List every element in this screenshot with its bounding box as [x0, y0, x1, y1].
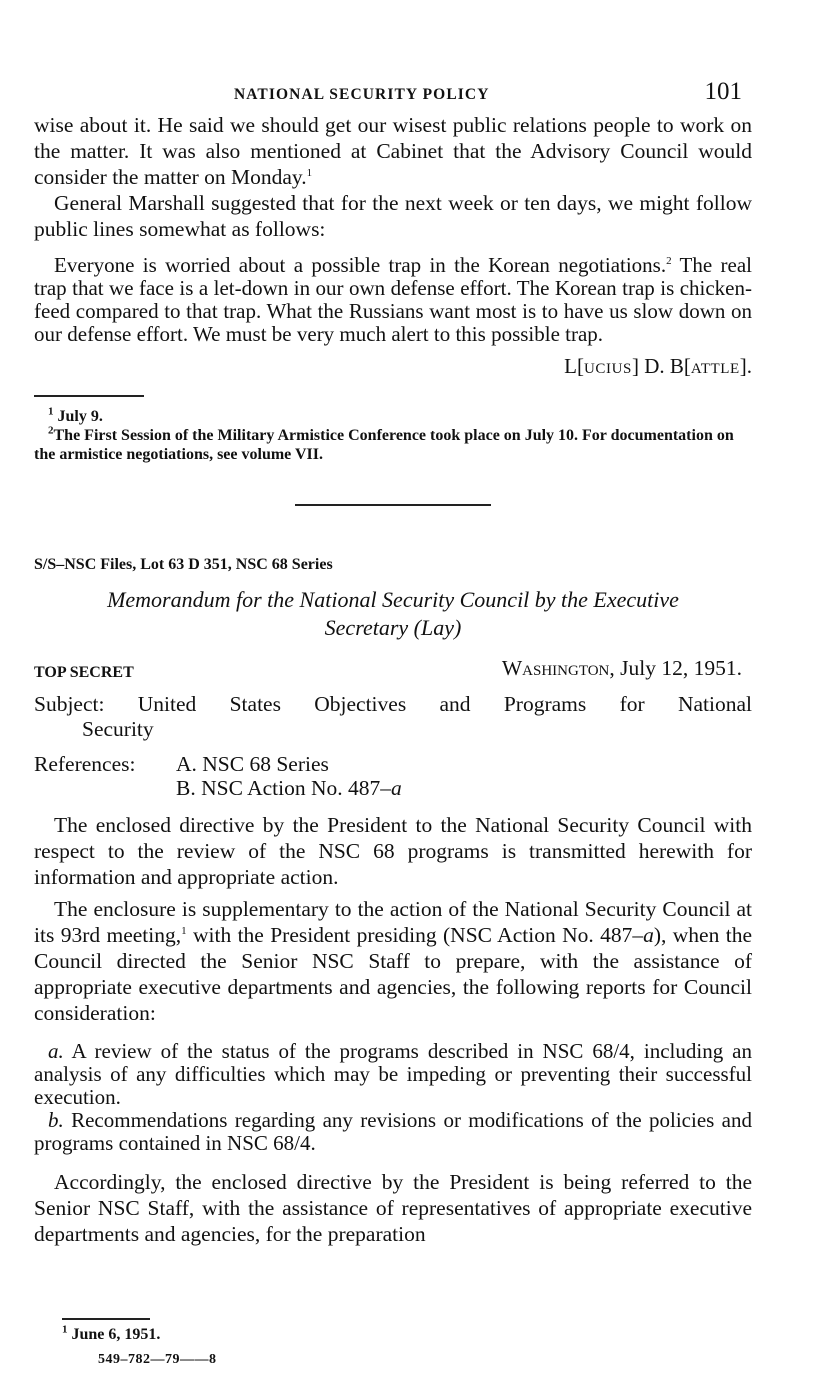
title-line: Memorandum for the National Security Council by the Executive — [107, 587, 679, 612]
footnote-text: July 9. — [57, 408, 103, 425]
footnote-marker: 1 — [48, 405, 54, 418]
reference-a: A. NSC 68 Series — [176, 752, 329, 776]
file-citation: S/S–NSC Files, Lot 63 D 351, NSC 68 Series — [34, 556, 333, 573]
references-label: References: — [34, 752, 136, 776]
paragraph-text: with the President presiding (NSC Action No. 487– — [186, 923, 644, 947]
references-block — [34, 752, 752, 800]
signature-part: L[ — [564, 354, 584, 378]
subject-label: Subject: — [34, 692, 105, 716]
subject-word: for — [619, 692, 645, 716]
classification-label: TOP SECRET — [34, 664, 134, 681]
footnotes-top — [34, 407, 752, 464]
subject-continuation: Security — [82, 717, 154, 741]
subject-word: Programs — [503, 692, 587, 716]
section-divider — [295, 504, 491, 506]
paragraph-text: The enclosure is supplementary to the action of the National Security Council at its 93rd meeting, — [34, 897, 752, 947]
list-item-b — [34, 1109, 752, 1155]
footnote-divider — [34, 395, 144, 397]
subject-word: National — [677, 692, 752, 716]
footnote-ref: 1 — [181, 924, 187, 937]
list-item-label: a. — [48, 1039, 64, 1063]
signature-part: ATTLE — [690, 361, 740, 377]
footnote-bottom — [62, 1323, 161, 1344]
paragraph-text: wise about it. He said we should get our wisest public relations people to work on the matter. It was also mentioned at Cabinet that the Advisory Council would consider the matter on Monday. — [34, 113, 752, 189]
signature-part: ] D. B[ — [632, 354, 691, 378]
list-item-label: b. — [48, 1108, 64, 1132]
document-title — [34, 586, 752, 642]
dateline — [502, 656, 742, 681]
footnote-text: The First Session of the Military Armistice Conference took place on July 10. For documentation on the armistice negotiations, see volume VII. — [34, 427, 734, 463]
quote-text-2: The real trap that we face is a let-down in our own defense effort. The Korean trap is chicken-feed compared to that trap. What the Russians want most is to have us slow down on our defense effort. We must be very much alert to this possible trap. — [34, 253, 752, 346]
report-list — [34, 1040, 752, 1155]
paragraph-enclosure — [34, 896, 752, 1026]
paragraph-italic: a — [643, 923, 654, 947]
subject-word: States — [229, 692, 281, 716]
document-page — [34, 76, 752, 1247]
list-item-text: A review of the status of the programs described in NSC 68/4, including an analysis of any difficulties which may be impeding or preventing their successful execution. — [34, 1039, 752, 1109]
paragraph-text: ), when the Council directed the Senior NSC Staff to prepare, with the assistance of appropriate executive departments and agencies, the following reports for Council consideration: — [34, 923, 752, 1025]
footnote-marker: 1 — [62, 1323, 68, 1336]
footnote-ref: 2 — [666, 255, 672, 267]
footnote-2 — [34, 426, 752, 464]
paragraph-continuation — [34, 112, 752, 190]
running-head: NATIONAL SECURITY POLICY — [234, 86, 490, 103]
footnote-divider-bottom — [62, 1318, 150, 1320]
footnote-text: June 6, 1951. — [71, 1326, 161, 1343]
subject-line — [34, 692, 752, 717]
reference-b — [176, 776, 402, 800]
classification-row — [34, 656, 752, 686]
reference-b-italic: a — [391, 776, 402, 800]
reference-b-text: B. NSC Action No. 487– — [176, 776, 392, 800]
subject-word: Objectives — [314, 692, 407, 716]
paragraph-enclosed-directive: The enclosed directive by the President to the National Security Council with respect to the review of the NSC 68 programs is transmitted herewith for information and appropriate action. — [34, 813, 752, 889]
subject-word: United — [137, 692, 197, 716]
references-list — [176, 752, 402, 800]
page-number: 101 — [704, 78, 742, 105]
footnote-marker: 2 — [48, 424, 54, 437]
subject-block — [34, 692, 752, 742]
signature — [34, 354, 752, 379]
list-item-text: Recommendations regarding any revisions or modifications of the policies and programs contained in NSC 68/4. — [34, 1108, 752, 1155]
footnote-1 — [34, 407, 752, 426]
paragraph-marshall: General Marshall suggested that for the next week or ten days, we might follow public lines somewhat as follows: — [34, 191, 752, 241]
list-item-a — [34, 1040, 752, 1109]
print-code: 549–782—79——8 — [98, 1352, 217, 1367]
signature-part: ]. — [739, 354, 752, 378]
paragraph-accordingly: Accordingly, the enclosed directive by the President is being referred to the Senior NSC Staff, with the assistance of representatives of appropriate executive departments and agencies, for the preparation — [34, 1170, 752, 1246]
dateline-place: Washington, — [501, 656, 615, 680]
signature-part: UCIUS — [583, 361, 632, 377]
title-line: Secretary (Lay) — [324, 615, 462, 640]
quote-text-1: Everyone is worried about a possible trap in the Korean negotiations. — [54, 253, 667, 277]
page-header — [34, 76, 752, 112]
subject-word: and — [439, 692, 471, 716]
dateline-date: July 12, 1951. — [614, 656, 742, 680]
block-quote — [34, 254, 752, 346]
footnote-ref: 1 — [306, 166, 313, 179]
